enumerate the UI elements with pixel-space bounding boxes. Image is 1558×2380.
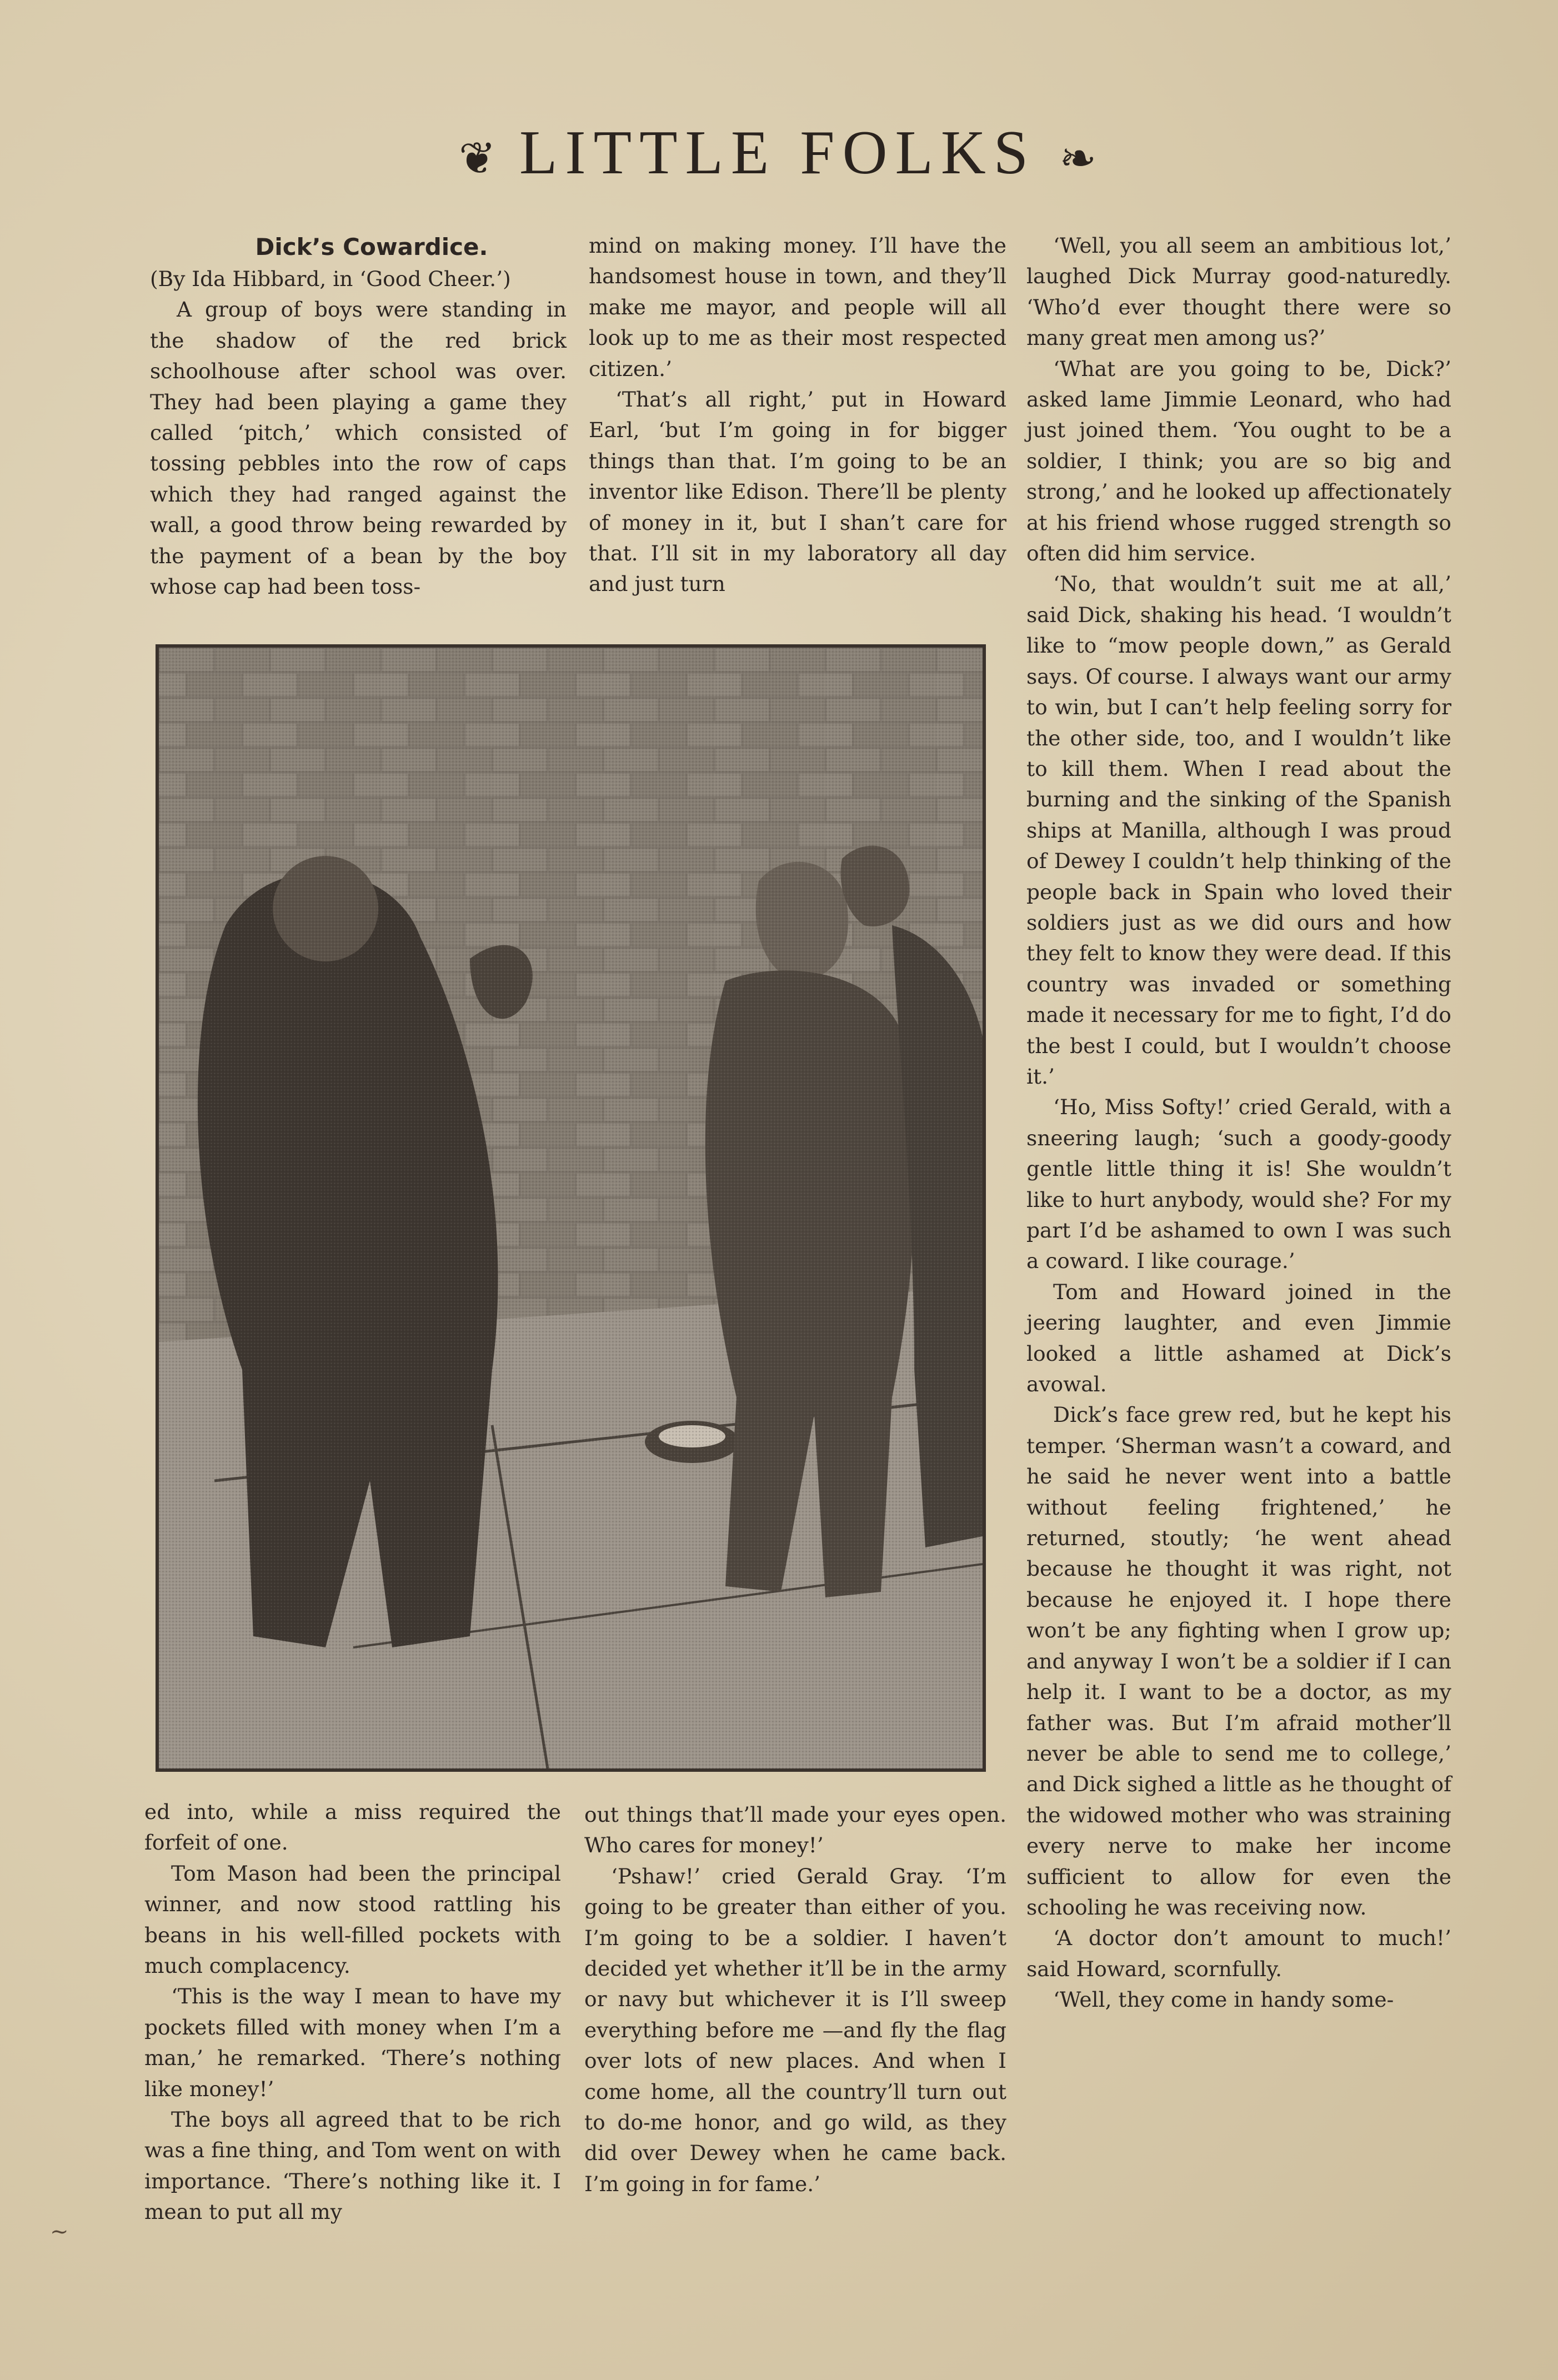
- column-3: [1026, 231, 1451, 2016]
- masthead-title: LITTLE FOLKS: [519, 118, 1036, 187]
- paragraph: The boys all agreed that to be rich was a fine thing, and Tom went on with importance. ‘There’s nothing like it. I mean to put all my: [144, 2107, 561, 2224]
- paragraph: mind on making money. I’ll have the handsomest house in town, and they’ll make me mayor, and people will all look up to me as their most respected citizen.’: [589, 233, 1006, 381]
- paragraph: ‘Ho, Miss Softy!’ cried Gerald, with a sneering laugh; ‘such a goody-goody gentle little thing it is! She wouldn’t like to hurt anybody, would she? For my part I’d be ashamed to own I was such a coward. I like courage.’: [1026, 1095, 1451, 1274]
- paragraph: Tom and Howard joined in the jeering laughter, and even Jimmie looked a little ashamed at Dick’s avowal.: [1026, 1279, 1451, 1397]
- paragraph: ‘What are you going to be, Dick?’ asked lame Jimmie Leonard, who had just joined them. ‘You ought to be a soldier, I think; you are so big and strong,’ and he looked up affectionately at his friend whose rugged strength so often did him service.: [1026, 356, 1451, 566]
- story-title: Dick’s Cowardice.: [255, 233, 488, 260]
- paragraph: ‘Well, they come in handy some-: [1053, 1987, 1394, 2012]
- paragraph: ‘A doctor don’t amount to much!’ said Howard, scornfully.: [1026, 1926, 1451, 1981]
- paragraph: ‘Pshaw!’ cried Gerald Gray. ‘I’m going to be greater than either of you. I’m going to be a soldier. I haven’t decided yet whether it’ll be in the army or navy but whichever it is I’ll sweep everything before me —and fly the flag over lots of new places. And when I come home, all the country’ll turn out to do-me honor, and go wild, as they did over Dewey when he came back. I’m going in for fame.’: [584, 1863, 1006, 2196]
- left-ornament-icon: ❦: [458, 134, 496, 184]
- right-ornament-icon: ❧: [1059, 134, 1097, 184]
- paragraph: ‘This is the way I mean to have my pockets filled with money when I’m a man,’ he remarked. ‘There’s nothing like money!’: [144, 1984, 561, 2101]
- paragraph: ‘That’s all right,’ put in Howard Earl, ‘but I’m going in for bigger things than that. I’m going to be an inventor like Edison. There’ll be plenty of money in it, but I shan’t care for that. I’ll sit in my laboratory all day and just turn: [589, 387, 1006, 597]
- column-1-top: [150, 231, 567, 602]
- column-2-top: [589, 231, 1006, 600]
- paragraph: ‘No, that wouldn’t suit me at all,’ said Dick, shaking his head. ‘I wouldn’t like to “mow people down,” as Gerald says. Of course. I always want our army to win, but I can’t help feeling sorry for the other side, too, and I wouldn’t like to kill them. When I read about the burning and the sinking of the Spanish ships at Manilla, although I was proud of Dewey I couldn’t help thinking of the people back in Spain who loved their soldiers just as we did ours and how they felt to know they were dead. If this country was invaded or something made it necessary for me to fight, I’d do the best I could, but I wouldn’t choose it.’: [1026, 572, 1451, 1089]
- story-byline: (By Ida Hibbard, in ‘Good Cheer.’): [150, 267, 511, 291]
- paragraph: A group of boys were standing in the shadow of the red brick schoolhouse after school was over. They had been playing a game they called ‘pitch,’ which consisted of tossing pebbles into the row of caps which they had ranged against the wall, a good throw being rewarded by the payment of a bean by the boy whose cap had been toss-: [150, 297, 567, 599]
- column-2-bottom: [584, 1800, 1006, 2199]
- paragraph: Tom Mason had been the principal winner, and now stood rattling his beans in his well-filled pockets with much complacency.: [144, 1861, 561, 1978]
- column-1-bottom: [144, 1797, 561, 2228]
- masthead: [355, 111, 1200, 194]
- paragraph: out things that’ll made your eyes open. Who cares for money!’: [584, 1802, 1006, 1858]
- paragraph: ed into, while a miss required the forfeit of one.: [144, 1800, 561, 1855]
- paragraph: Dick’s face grew red, but he kept his temper. ‘Sherman wasn’t a coward, and he said he never went into a battle without feeling frightened,’ he returned, stoutly; ‘he went ahead because he thought it was right, not because he enjoyed it. I hope there won’t be any fighting when I grow up; and anyway I won’t be a soldier if I can help it. I want to be a doctor, as my father was. But I’m afraid mother’ll never be able to send me to college,’ and Dick sighed a little as he thought of the widowed mother who was straining every nerve to make her income sufficient to allow for even the schooling he was receiving now.: [1026, 1402, 1451, 1920]
- margin-ink-mark: ~: [50, 2219, 69, 2244]
- paragraph: ‘Well, you all seem an ambitious lot,’ laughed Dick Murray good-naturedly. ‘Who’d ever thought there were so many great men among us?’: [1026, 233, 1451, 350]
- engraving-illustration: [156, 644, 986, 1772]
